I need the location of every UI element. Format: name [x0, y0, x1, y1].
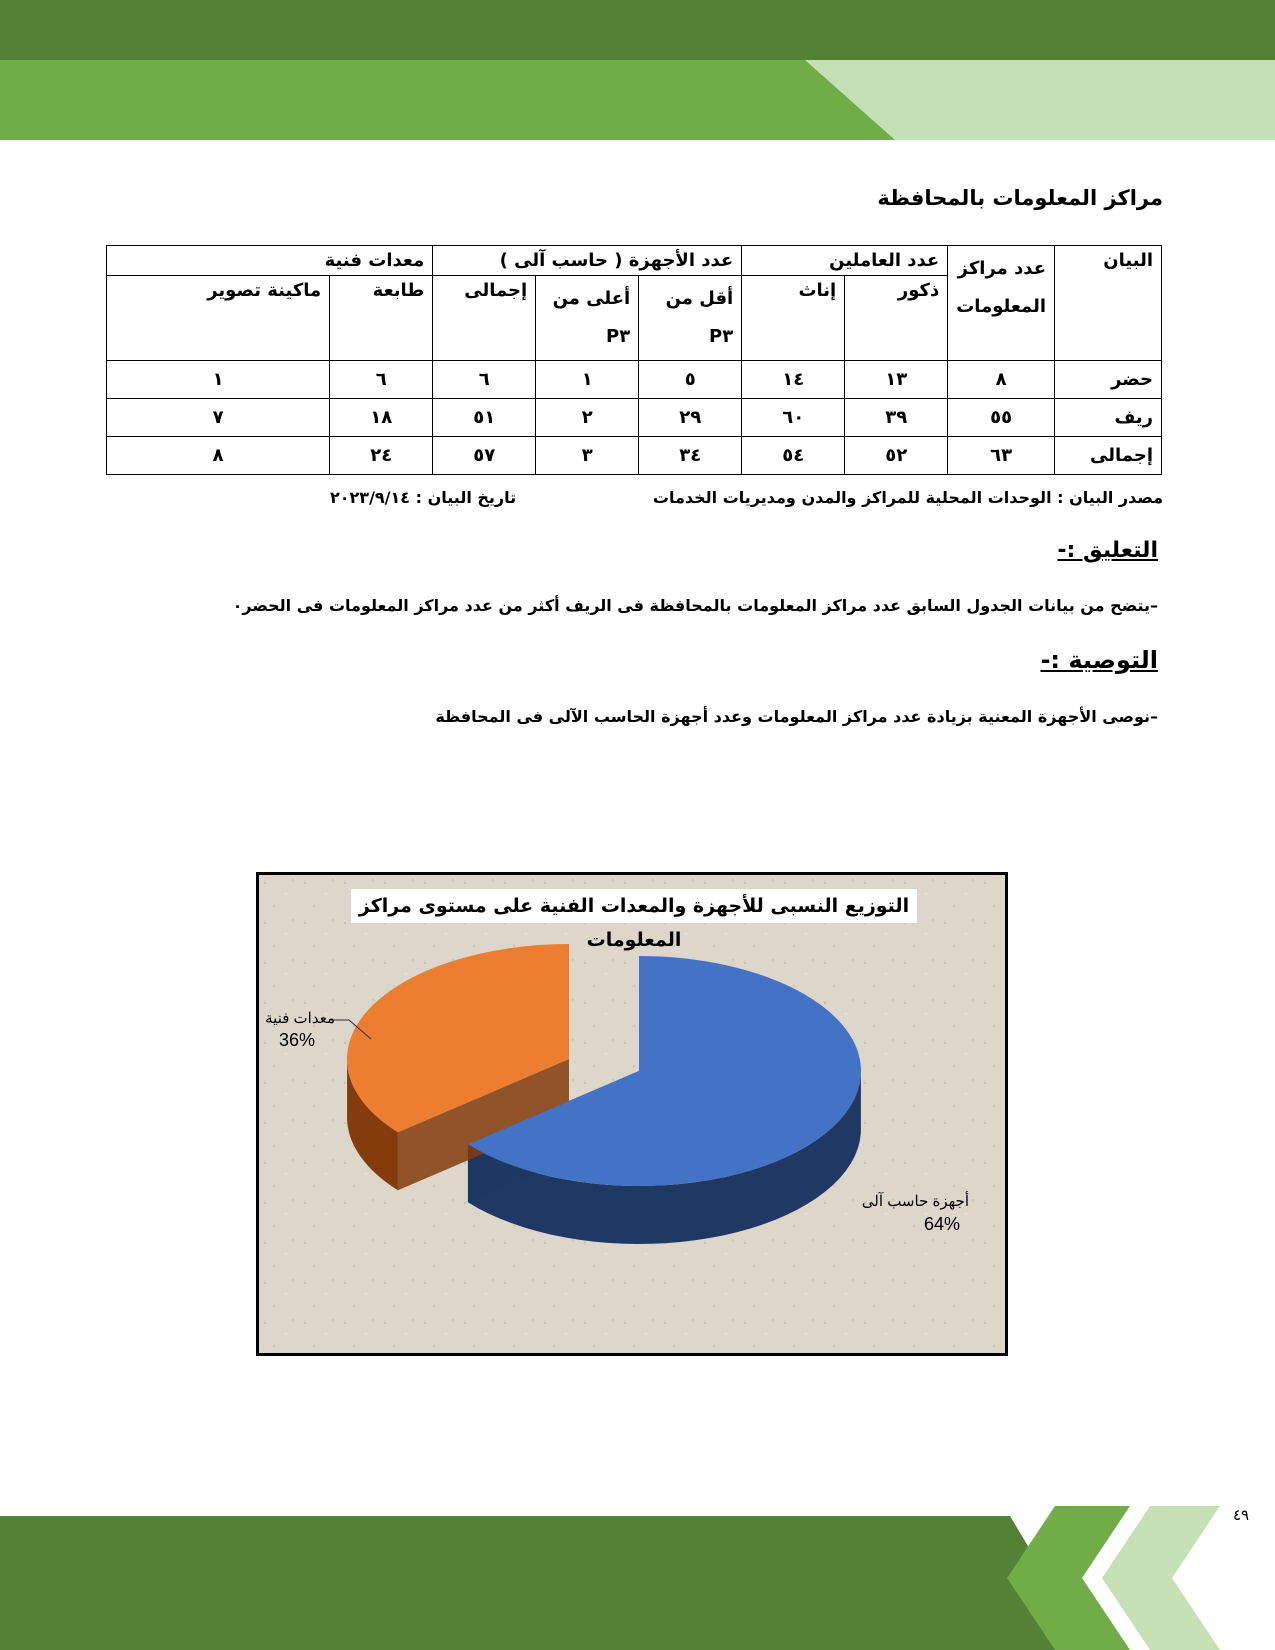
row-label: إجمالى [1055, 437, 1162, 475]
sub-females: إناث [742, 276, 845, 361]
recommendation-text: –نوصى الأجهزة المعنية بزيادة عدد مراكز المعلومات وعدد أجهزة الحاسب الآلى فى المحافظة [435, 707, 1158, 726]
cell-less: ٣٤ [639, 437, 742, 475]
data-source: مصدر البيان : الوحدات المحلية للمراكز والمدن ومديريات الخدمات [652, 488, 1163, 507]
sub-males: ذكور [845, 276, 948, 361]
cell-copier: ٧ [107, 399, 330, 437]
cell-printer: ١٨ [330, 399, 433, 437]
header-workers: عدد العاملين [742, 246, 948, 276]
row-label: ريف [1055, 399, 1162, 437]
label-computers: أجهزة حاسب آلى [861, 1193, 969, 1210]
cell-printer: ٢٤ [330, 437, 433, 475]
sub-printer: طابعة [330, 276, 433, 361]
sub-more-p3: أعلى من P٣ [536, 276, 639, 361]
cell-more: ٢ [536, 399, 639, 437]
row-label: حضر [1055, 361, 1162, 399]
table-row [107, 399, 1162, 437]
pie-chart [256, 872, 1008, 1356]
sub-less-p3: أقل من P٣ [639, 276, 742, 361]
page-number: ٤٩ [1233, 1506, 1250, 1524]
header-equipment: معدات فنية [107, 246, 433, 276]
cell-males: ٥٢ [845, 437, 948, 475]
cell-centers: ٥٥ [948, 399, 1055, 437]
info-centers-table [106, 245, 1162, 475]
cell-more: ١ [536, 361, 639, 399]
recommendation-heading: التوصية :- [1040, 646, 1158, 674]
table-row [107, 361, 1162, 399]
header-banner [0, 0, 1275, 140]
cell-printer: ٦ [330, 361, 433, 399]
cell-total: ٥١ [433, 399, 536, 437]
cell-females: ٥٤ [742, 437, 845, 475]
header-devices: عدد الأجهزة ( حاسب آلى ) [433, 246, 742, 276]
sub-copier: ماكينة تصوير [107, 276, 330, 361]
comment-heading: التعليق :- [1057, 538, 1158, 563]
header-statement: البيان [1055, 246, 1162, 361]
cell-females: ١٤ [742, 361, 845, 399]
cell-more: ٣ [536, 437, 639, 475]
table-header-row [107, 246, 1162, 276]
cell-males: ١٣ [845, 361, 948, 399]
cell-centers: ٨ [948, 361, 1055, 399]
pct-computers: 64% [924, 1214, 961, 1234]
cell-total: ٥٧ [433, 437, 536, 475]
header-centers: عدد مراكز المعلومات [948, 246, 1055, 361]
pie-plot [259, 875, 1008, 1356]
cell-females: ٦٠ [742, 399, 845, 437]
comment-text: –يتضح من بيانات الجدول السابق عدد مراكز المعلومات بالمحافظة فى الريف أكثر من عدد مراكز المعلومات فى الحضر٠ [232, 596, 1158, 615]
cell-males: ٣٩ [845, 399, 948, 437]
pct-equipment: 36% [279, 1030, 316, 1050]
chart-title: التوزيع النسبى للأجهزة والمعدات الفنية على مستوى مراكز المعلومات [351, 889, 917, 923]
page-title: مراكز المعلومات بالمحافظة [877, 186, 1163, 210]
cell-less: ٥ [639, 361, 742, 399]
table-row [107, 437, 1162, 475]
sub-total: إجمالى [433, 276, 536, 361]
footer-banner [0, 1480, 1275, 1650]
cell-copier: ٨ [107, 437, 330, 475]
data-date: تاريخ البيان : ٢٠٢٣/٩/١٤ [330, 488, 517, 507]
cell-less: ٢٩ [639, 399, 742, 437]
cell-centers: ٦٣ [948, 437, 1055, 475]
cell-copier: ١ [107, 361, 330, 399]
cell-total: ٦ [433, 361, 536, 399]
label-equipment: معدات فنية [265, 1010, 335, 1027]
